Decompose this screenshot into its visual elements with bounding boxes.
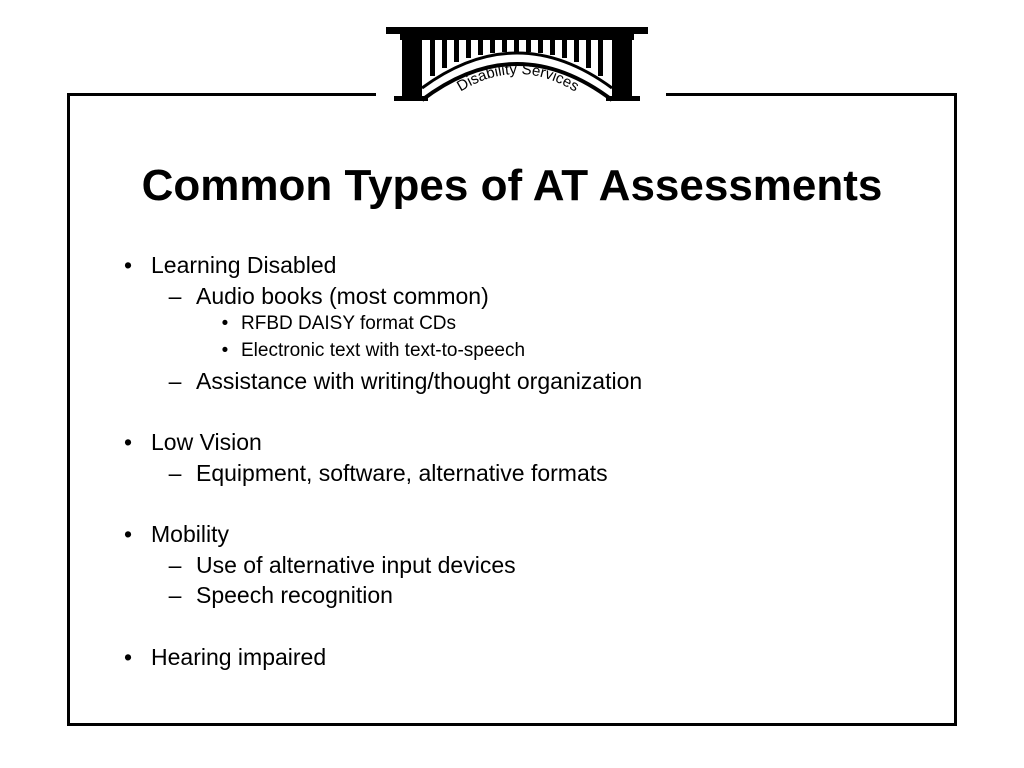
list-item-text: Hearing impaired [151, 644, 327, 670]
list-item-level-1 [123, 643, 327, 671]
dash-marker: – [168, 582, 182, 608]
list-item-text: Mobility [151, 521, 229, 547]
list-item-level-1 [123, 520, 229, 548]
list-item-text: Speech recognition [196, 582, 393, 608]
list-item-level-2 [168, 551, 516, 579]
logo-text: Disability Services [454, 60, 582, 96]
dash-marker: – [168, 283, 182, 309]
list-item-level-2 [168, 367, 643, 395]
bullet-marker: • [123, 429, 133, 455]
bullet-marker: • [221, 340, 229, 361]
dash-marker: – [168, 552, 182, 578]
list-item-level-3 [221, 339, 526, 363]
list-item-level-3 [221, 312, 457, 336]
list-item-text: Electronic text with text-to-speech [241, 340, 526, 361]
list-item-text: Use of alternative input devices [196, 552, 516, 578]
list-item-level-1 [123, 251, 337, 279]
list-item-text: RFBD DAISY format CDs [241, 313, 457, 334]
bullet-marker: • [221, 313, 229, 334]
list-item-text: Equipment, software, alternative formats [196, 460, 608, 486]
list-item-text: Audio books (most common) [196, 283, 489, 309]
list-item-level-1 [123, 428, 262, 456]
list-item-level-2 [168, 282, 489, 310]
bullet-marker: • [123, 252, 133, 278]
dash-marker: – [168, 368, 182, 394]
dash-marker: – [168, 460, 182, 486]
bullet-marker: • [123, 644, 133, 670]
list-item-text: Low Vision [151, 429, 262, 455]
list-item-text: Assistance with writing/thought organization [196, 368, 643, 394]
bullet-marker: • [123, 521, 133, 547]
list-item-level-2 [168, 459, 608, 487]
list-item-text: Learning Disabled [151, 252, 337, 278]
slide-title: Common Types of AT Assessments [141, 161, 883, 210]
list-item-level-2 [168, 581, 393, 609]
